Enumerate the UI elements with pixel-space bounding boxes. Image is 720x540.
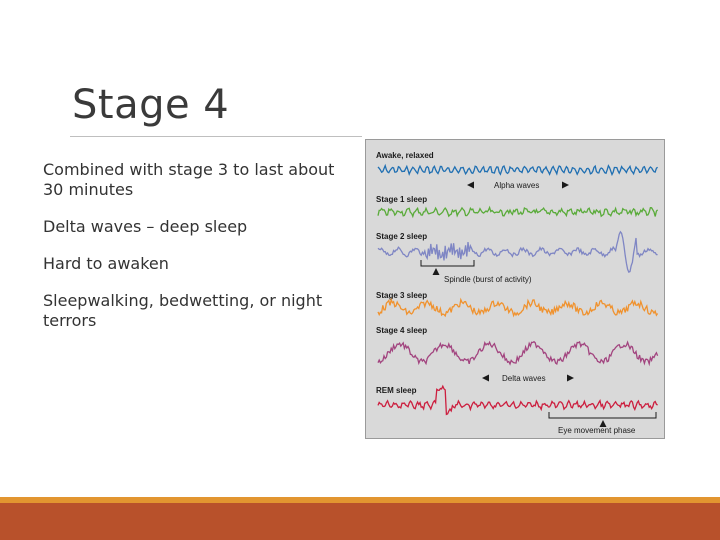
label-stage2: Stage 2 sleep — [376, 232, 428, 241]
arrow-right-icon — [562, 182, 569, 189]
wave-stage1 — [378, 208, 658, 217]
label-stage3: Stage 3 sleep — [376, 291, 428, 300]
annotation-eye — [549, 412, 656, 435]
label-stage4: Stage 4 sleep — [376, 326, 428, 335]
arrow-left-icon — [482, 375, 489, 382]
arrow-right-icon — [567, 375, 574, 382]
arrow-left-icon — [467, 182, 474, 189]
slide-title: Stage 4 — [72, 82, 230, 128]
note-eye: Eye movement phase — [558, 426, 636, 435]
wave-rem — [378, 386, 658, 414]
eye-bracket — [549, 412, 656, 418]
annotation-delta — [482, 374, 574, 383]
label-stage1: Stage 1 sleep — [376, 195, 428, 204]
bullet-item-delta: Delta waves – deep sleep — [43, 217, 248, 236]
label-awake: Awake, relaxed — [376, 151, 434, 160]
note-spindle: Spindle (burst of activity) — [444, 275, 532, 284]
wave-awake — [378, 166, 658, 175]
title-divider — [70, 136, 362, 137]
eeg-sleep-stages-figure — [365, 139, 665, 439]
annotation-spindle — [421, 260, 532, 284]
bullet-item-sleepwalking: Sleepwalking, bedwetting, or night terrors — [43, 291, 323, 330]
note-alpha: Alpha waves — [494, 181, 540, 190]
spindle-bracket — [421, 260, 474, 266]
bullet-item-awaken: Hard to awaken — [43, 254, 169, 273]
wave-stage3 — [378, 300, 658, 316]
label-rem: REM sleep — [376, 386, 417, 395]
bullet-item-duration: Combined with stage 3 to last about 30 minutes — [43, 160, 335, 199]
wave-stage4 — [378, 342, 658, 364]
arrow-up-icon — [433, 268, 440, 275]
footer-bar — [0, 497, 720, 540]
bullet-list — [43, 160, 348, 348]
annotation-alpha — [467, 181, 569, 190]
eeg-diagram — [366, 140, 666, 440]
note-delta: Delta waves — [502, 374, 546, 383]
